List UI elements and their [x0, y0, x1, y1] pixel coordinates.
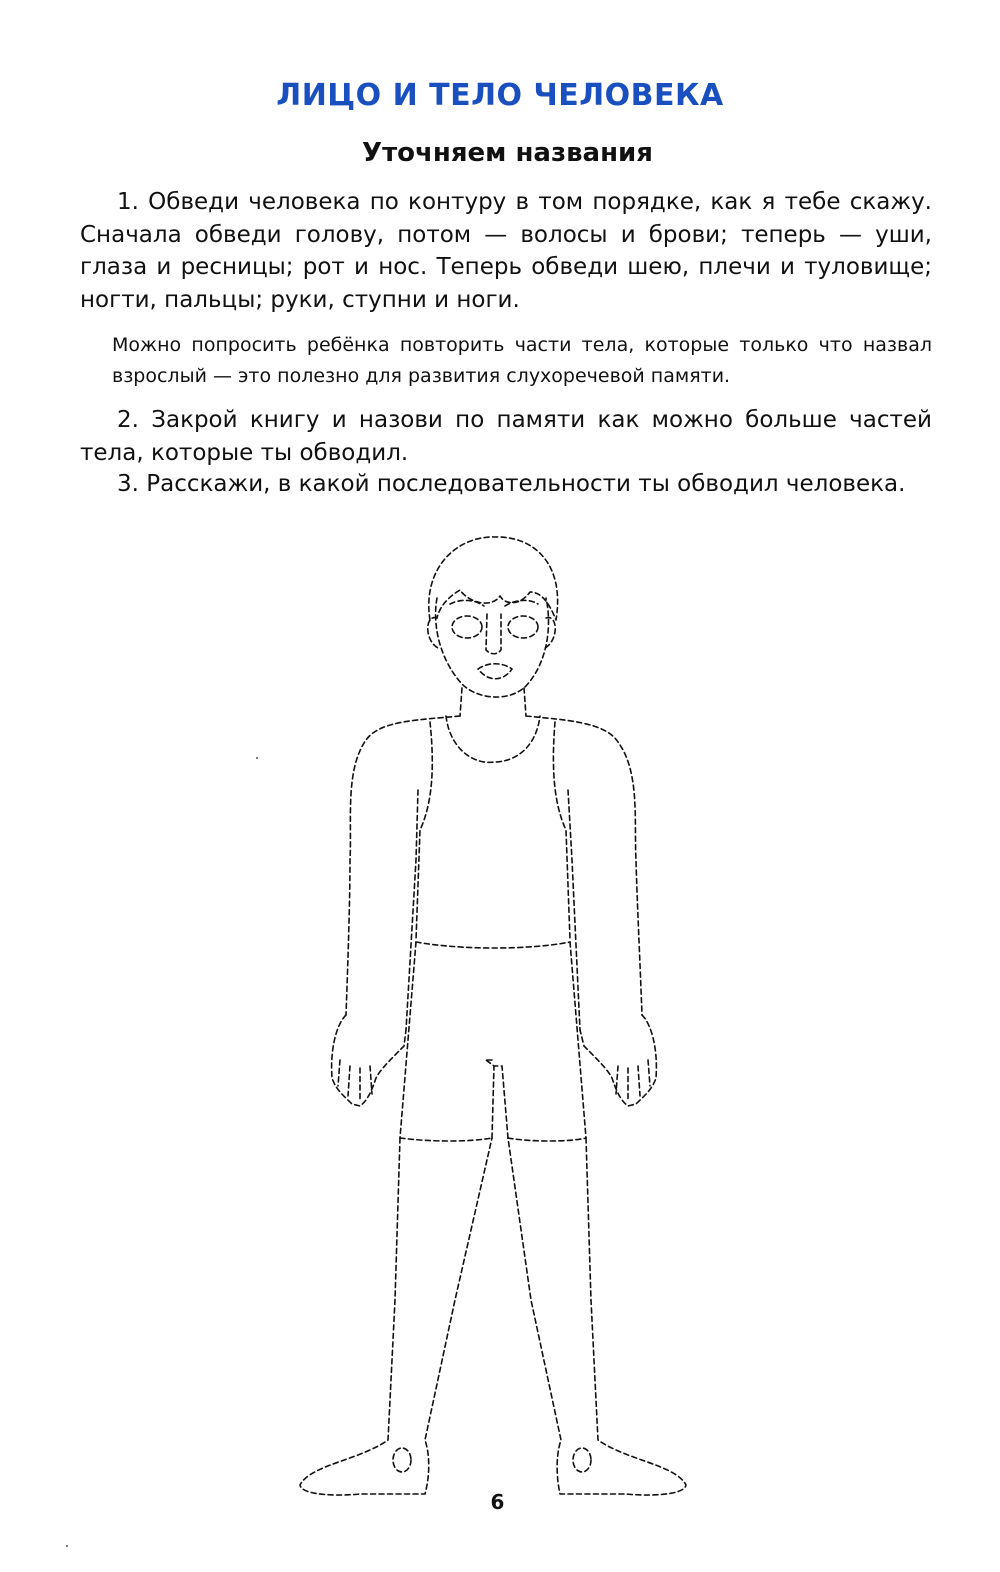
- right-fingers: [616, 1060, 650, 1100]
- shorts-left-hem: [400, 1138, 492, 1141]
- tank-top-left: [416, 722, 432, 940]
- shorts-right-hem: [508, 1138, 586, 1141]
- task-1-paragraph: 1. Обведи человека по контуру в том порядке, как я тебе скажу. Сначала обведи голову, потом — волосы и брови; теперь — уши, глаза и ресницы; рот и нос. Теперь обведи шею, плечи и туловище; ногти, пальцы; руки, ступни и ноги.: [80, 189, 932, 313]
- section-subtitle: Уточняем названия: [362, 138, 653, 168]
- left-leg-outer: [300, 1138, 492, 1495]
- right-hand: [580, 1015, 656, 1106]
- right-ear: [545, 618, 555, 648]
- print-speck: [66, 1545, 68, 1547]
- task-2-paragraph: 2. Закрой книгу и назови по памяти как можно больше частей тела, которые ты обводил.: [80, 407, 932, 466]
- tank-top-right: [553, 722, 570, 940]
- left-fingers: [338, 1060, 372, 1100]
- right-ankle: [573, 1448, 591, 1472]
- right-arm-outer: [526, 716, 642, 1015]
- neck-left: [460, 688, 462, 716]
- task-3-paragraph: 3. Расскажи, в какой последовательности ты обводил человека.: [117, 471, 906, 497]
- left-arm-outer: [346, 716, 460, 1015]
- note-for-adults: Можно попросить ребёнка повторить части тела, которые только что назвал взрослый — это полезно для развития слухоречевой памяти.: [112, 334, 932, 387]
- nose: [486, 614, 501, 654]
- right-eye: [508, 616, 538, 638]
- tank-top-neckline: [446, 716, 540, 762]
- left-eye: [452, 616, 482, 638]
- right-leg-outer: [508, 1138, 686, 1495]
- tank-top-hem: [416, 942, 570, 948]
- left-leg-inner: [486, 1060, 494, 1138]
- neck-right: [524, 688, 526, 716]
- page-number: 6: [490, 1490, 505, 1514]
- left-brow: [450, 600, 484, 606]
- page-title: ЛИЦО И ТЕЛО ЧЕЛОВЕКА: [276, 78, 724, 113]
- head-outline: [436, 598, 549, 697]
- shorts-left: [400, 942, 416, 1138]
- right-leg-inner: [494, 1066, 508, 1138]
- right-brow: [505, 600, 538, 606]
- print-speck: [256, 757, 258, 759]
- mouth: [478, 664, 512, 679]
- hair-outline: [429, 537, 558, 620]
- left-ankle: [393, 1448, 411, 1472]
- left-hand: [332, 1015, 406, 1106]
